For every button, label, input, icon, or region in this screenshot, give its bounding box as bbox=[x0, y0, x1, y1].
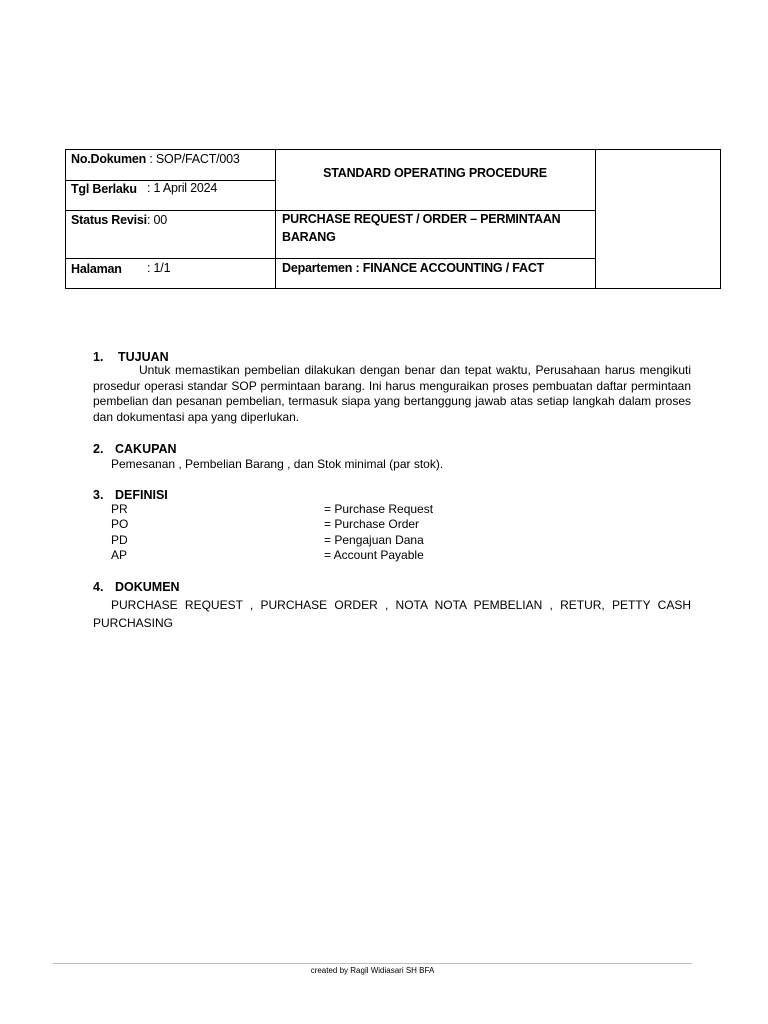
document-header-table bbox=[65, 149, 721, 289]
document-subject: PURCHASE REQUEST / ORDER – PERMINTAAN BARANG bbox=[282, 212, 561, 244]
section-number: 4. bbox=[93, 580, 104, 594]
cakupan-paragraph: Pemesanan , Pembelian Barang , dan Stok minimal (par stok). bbox=[111, 457, 444, 471]
dokumen-paragraph: PURCHASE REQUEST , PURCHASE ORDER , NOTA NOTA PEMBELIAN , RETUR, PETTY CASH PURCHASING bbox=[93, 598, 691, 630]
definition-term: AP bbox=[111, 548, 128, 563]
tujuan-paragraph: Untuk memastikan pembelian dilakukan dengan benar dan tepat waktu, Perusahaan harus mengikuti prosedur operasi standar SOP permintaan barang. Ini harus menguraikan proses pembuatan daftar permintaan pembelian dan pesanan pembelian, termasuk siapa yang bertanggung jawab atas setiap langkah dalam proses dan dokumentasi apa yang diperlukan. bbox=[93, 363, 691, 424]
department: Departemen : FINANCE ACCOUNTING / FACT bbox=[282, 261, 545, 275]
definition-term: PD bbox=[111, 532, 128, 547]
no-dokumen-label: No.Dokumen bbox=[71, 152, 147, 166]
definition-value: = Purchase Request bbox=[324, 502, 434, 516]
section-heading-definisi bbox=[93, 487, 168, 503]
no-dokumen-row bbox=[71, 150, 240, 168]
document-title: STANDARD OPERATING PROCEDURE bbox=[323, 166, 547, 180]
definition-value: = Account Payable bbox=[324, 548, 424, 563]
section-title: CAKUPAN bbox=[115, 442, 177, 456]
definition-row bbox=[111, 502, 511, 517]
definition-value: = Pengajuan Dana bbox=[324, 532, 424, 547]
definition-row bbox=[111, 548, 511, 563]
table-divider bbox=[595, 150, 596, 288]
section-heading-dokumen bbox=[93, 579, 180, 595]
tgl-berlaku-label: Tgl Berlaku bbox=[71, 182, 137, 196]
halaman-label: Halaman bbox=[71, 262, 122, 276]
definition-term: PR bbox=[111, 502, 128, 516]
status-revisi-label: Status Revisi bbox=[71, 213, 147, 227]
section-number: 3. bbox=[93, 488, 104, 502]
definition-term: PO bbox=[111, 517, 129, 532]
footer-credit: created by Ragil Widiasari SH BFA bbox=[310, 966, 435, 975]
status-revisi-value: : 00 bbox=[147, 213, 168, 227]
section-heading-cakupan bbox=[93, 441, 177, 457]
section-number: 1. bbox=[93, 350, 104, 364]
definition-row bbox=[111, 533, 511, 548]
definition-list bbox=[111, 502, 511, 564]
footer-divider bbox=[53, 963, 692, 964]
section-title: DOKUMEN bbox=[115, 580, 180, 594]
no-dokumen-value: : SOP/FACT/003 bbox=[149, 152, 240, 166]
halaman-value: : 1/1 bbox=[147, 261, 171, 275]
tgl-berlaku-value: : 1 April 2024 bbox=[147, 181, 218, 195]
definition-value: = Purchase Order bbox=[324, 517, 420, 532]
section-title: TUJUAN bbox=[118, 350, 169, 364]
section-title: DEFINISI bbox=[115, 488, 168, 502]
definition-row bbox=[111, 517, 511, 532]
section-number: 2. bbox=[93, 442, 104, 456]
